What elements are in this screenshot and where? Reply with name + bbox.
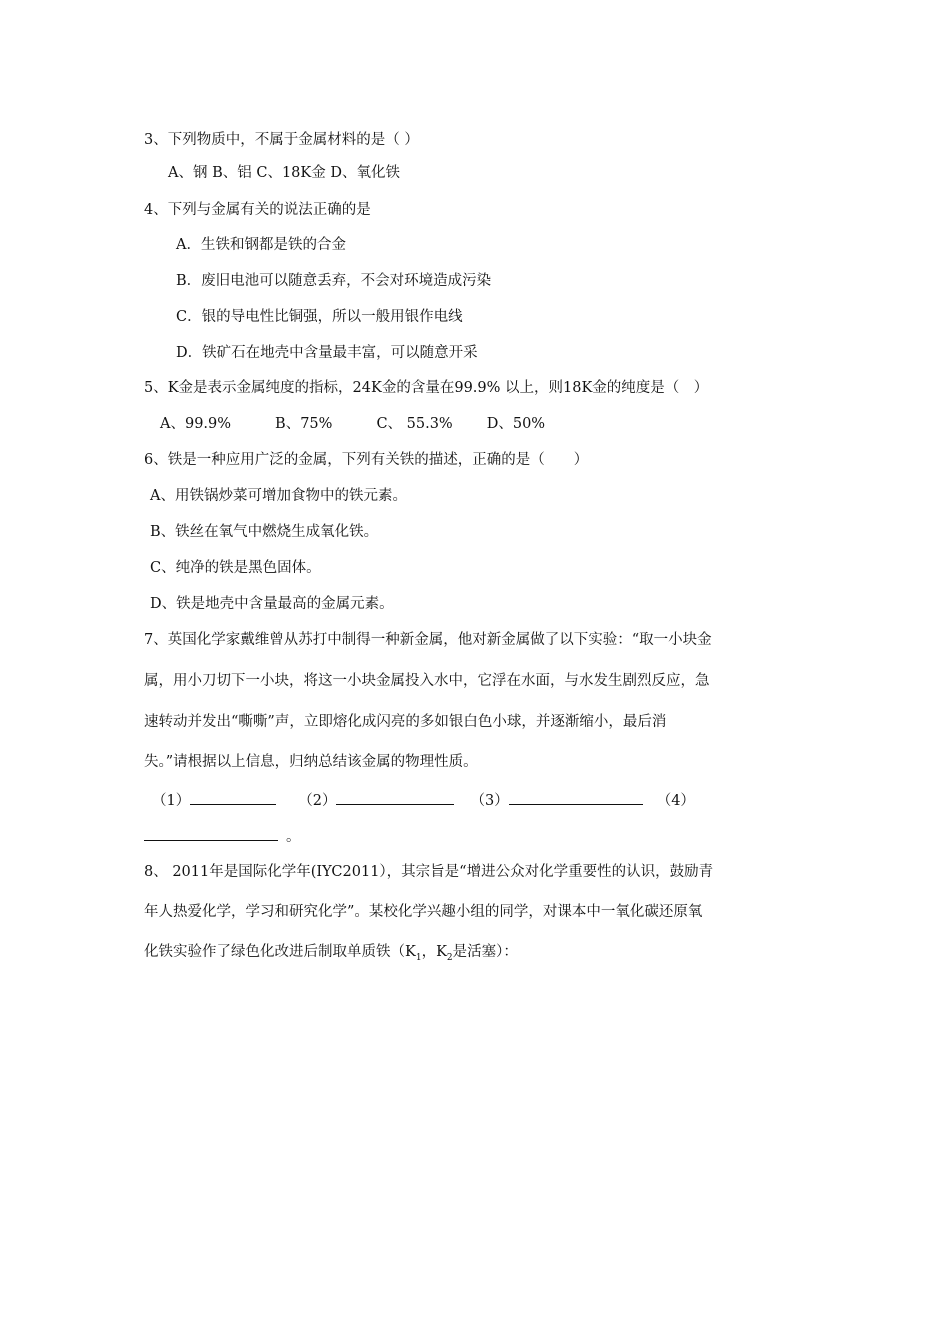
question-5-stem: 5、K金是表示金属纯度的指标，24K金的含量在99.9% 以上，则18K金的纯度是（ ）	[144, 380, 709, 396]
question-4-stem: 4、下列与金属有关的说法正确的是	[144, 202, 371, 218]
subscript-2: 2	[446, 952, 453, 963]
question-7-end: 。	[286, 829, 301, 845]
question-7-line-4: 失。”请根据以上信息，归纳总结该金属的物理性质。	[144, 754, 478, 770]
blank-2-label: （2）	[298, 793, 337, 809]
answer-blank-3[interactable]	[509, 790, 643, 805]
question-4-option-a: A．生铁和钢都是铁的合金	[176, 237, 346, 253]
question-4-option-d: D．铁矿石在地壳中含量最丰富，可以随意开采	[176, 345, 478, 361]
question-3-stem: 3、下列物质中，不属于金属材料的是（ ）	[144, 132, 419, 148]
question-8-line-3-end: 是活塞）：	[452, 944, 518, 960]
question-5-options	[160, 414, 545, 434]
question-7-line-3: 速转动并发出“嘶嘶”声，立即熔化成闪亮的多如银白色小球，并逐渐缩小，最后消	[144, 714, 667, 730]
question-6-stem: 6、铁是一种应用广泛的金属，下列有关铁的描述，正确的是（ ）	[144, 452, 589, 468]
question-3-options: A、钢 B、铝 C、18K金 D、氧化铁	[168, 165, 400, 181]
question-7-line-2: 属，用小刀切下一小块，将这一小块金属投入水中，它浮在水面，与水发生剧烈反应，急	[144, 673, 710, 689]
answer-blank-2[interactable]	[336, 790, 454, 805]
blank-4-label: （4）	[656, 793, 695, 809]
subscript-1: 1	[415, 952, 422, 963]
question-5-option-c: C、 55.3%	[376, 416, 453, 432]
question-7-blank-4-row	[144, 826, 301, 847]
question-8-line-3-text: 化铁实验作了绿色化改进后制取单质铁（K	[144, 944, 416, 960]
question-5-option-b: B、75%	[275, 416, 333, 432]
question-5-option-d: D、50%	[486, 416, 546, 432]
question-7-line-1: 7、英国化学家戴维曾从苏打中制得一种新金属，他对新金属做了以下实验：“取一小块金	[144, 632, 712, 648]
question-4-option-b: B．废旧电池可以随意丢弃，不会对环境造成污染	[176, 273, 492, 289]
question-8-line-3	[144, 942, 518, 968]
blank-1-label: （1）	[152, 793, 191, 809]
question-6-option-a: A、用铁锅炒菜可增加食物中的铁元素。	[150, 488, 407, 504]
question-5-option-a: A、99.9%	[160, 416, 232, 432]
question-6-option-d: D、铁是地壳中含量最高的金属元素。	[150, 596, 394, 612]
answer-blank-1[interactable]	[190, 790, 276, 805]
question-4-option-c: C．银的导电性比铜强，所以一般用银作电线	[176, 309, 463, 325]
question-8-line-1: 8、 2011年是国际化学年(IYC2011），其宗旨是“增进公众对化学重要性的认识，鼓励青	[144, 864, 714, 880]
question-8-line-3-mid: ，K	[421, 944, 447, 960]
question-7-blanks-row	[152, 790, 695, 811]
question-6-option-b: B、铁丝在氧气中燃烧生成氧化铁。	[150, 524, 379, 540]
question-6-option-c: C、纯净的铁是黑色固体。	[150, 560, 321, 576]
blank-3-label: （3）	[470, 793, 509, 809]
answer-blank-4[interactable]	[144, 826, 278, 841]
question-8-line-2: 年人热爱化学，学习和研究化学”。某校化学兴趣小组的同学，对课本中一氧化碳还原氧	[144, 904, 703, 920]
